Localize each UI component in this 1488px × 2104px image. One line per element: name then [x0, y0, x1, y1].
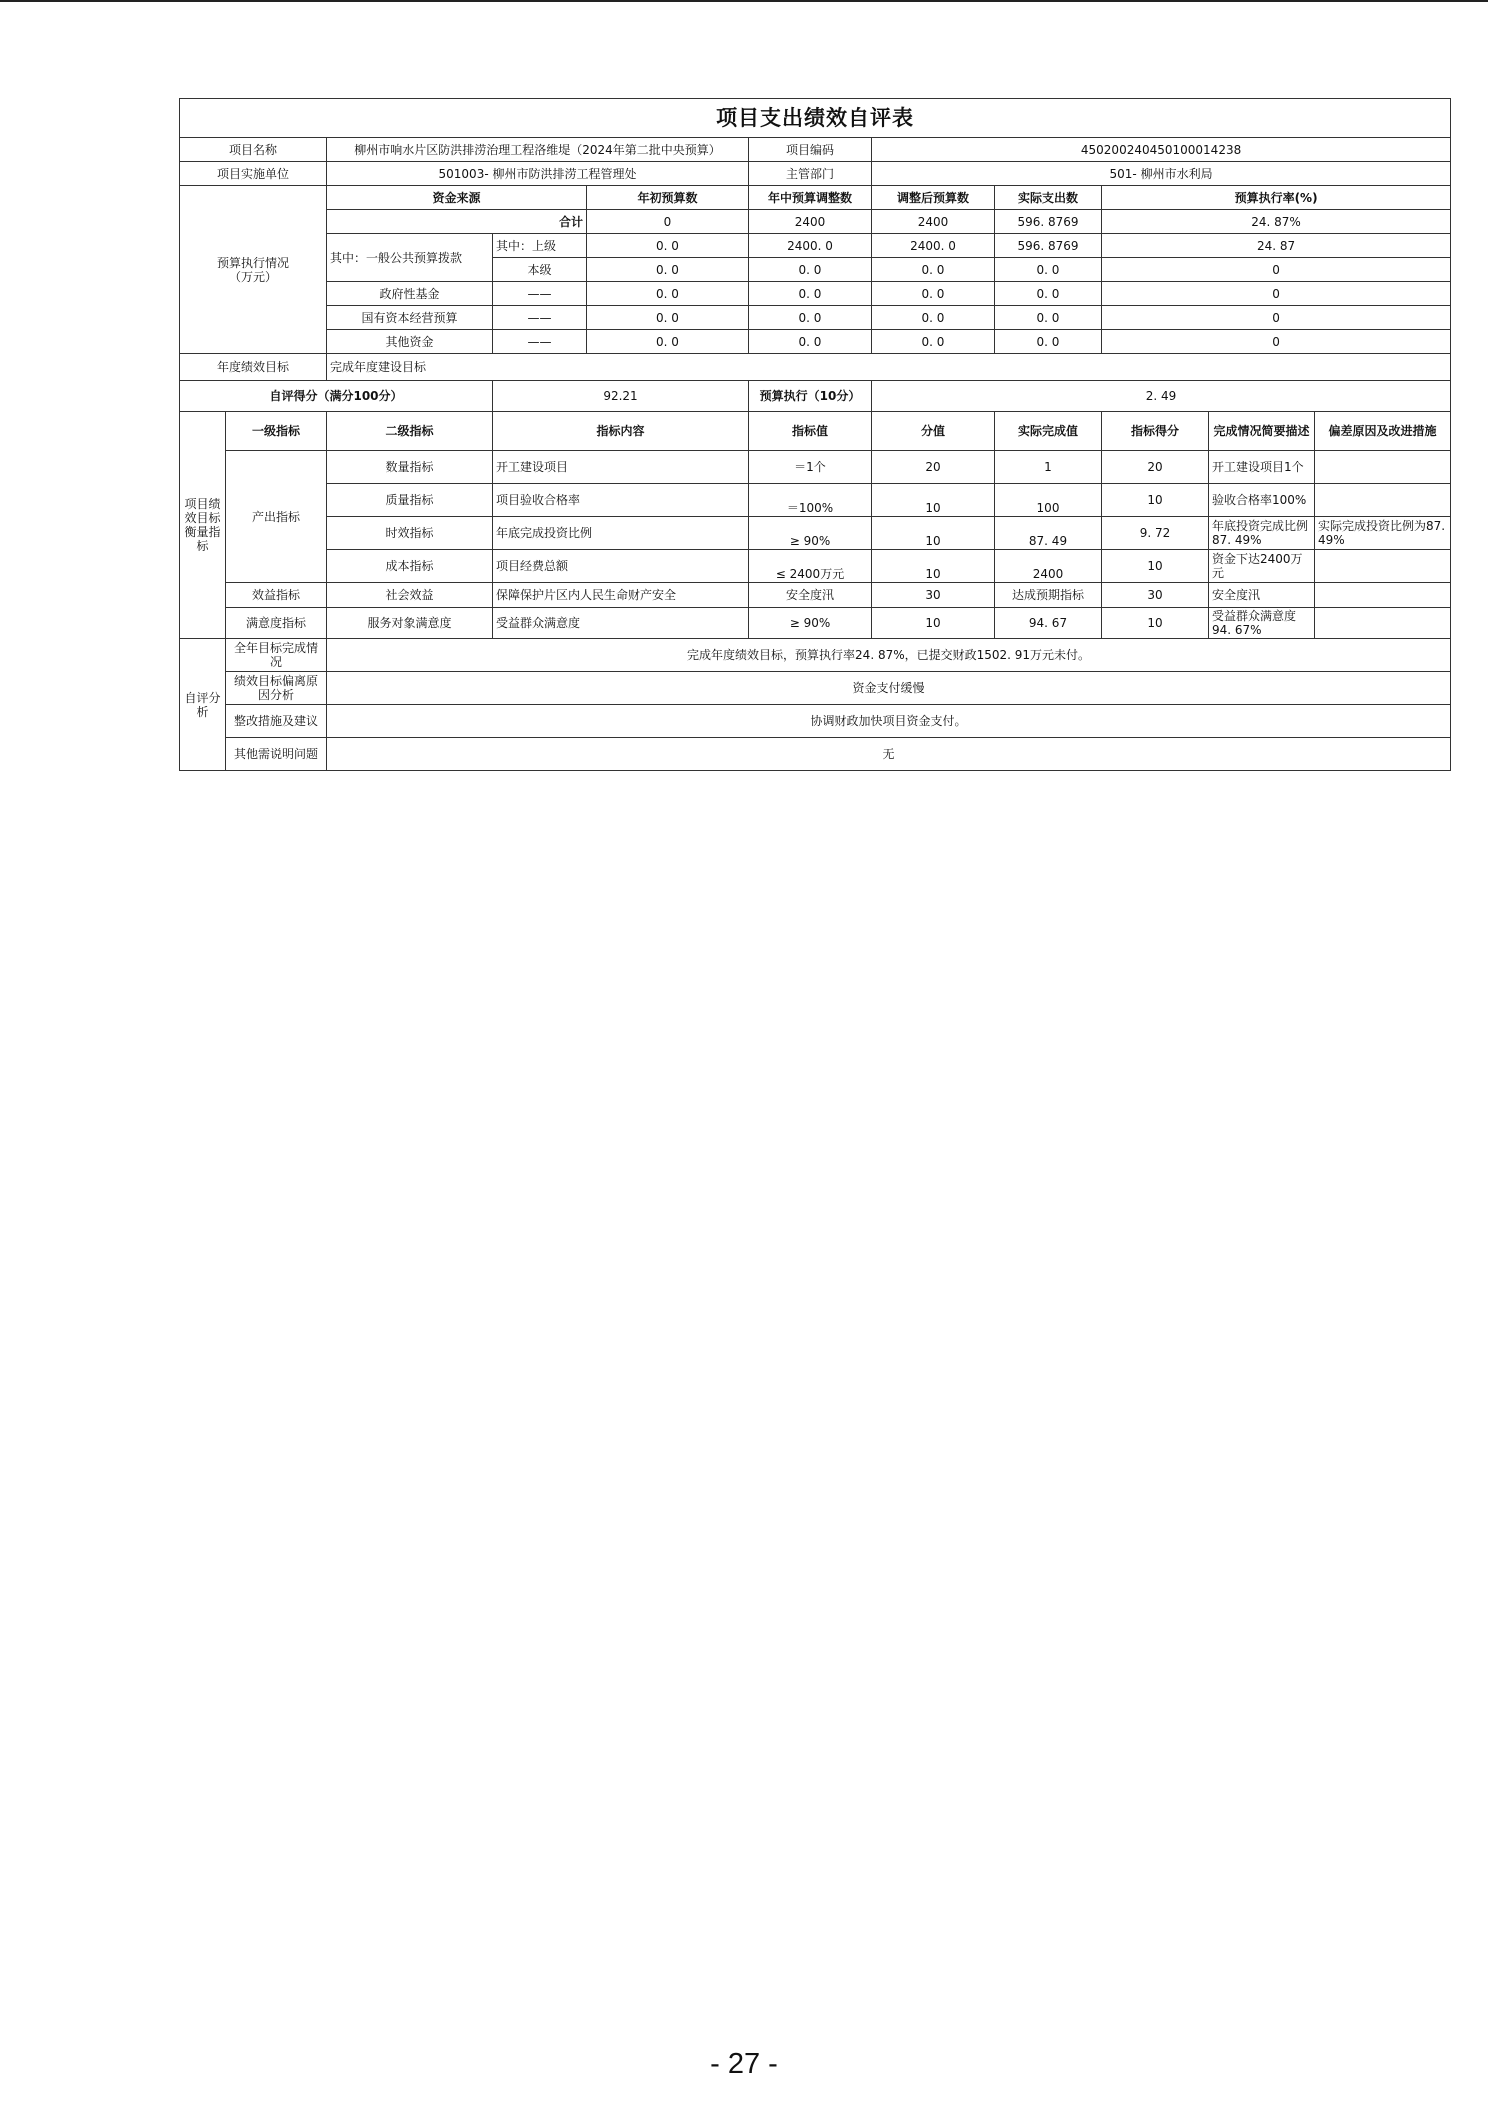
fund-actual: 0. 0 [995, 330, 1102, 354]
indicator-reason [1315, 583, 1451, 608]
analysis-label: 其他需说明问题 [226, 738, 327, 771]
impl-unit-label: 项目实施单位 [180, 162, 327, 186]
indicator-actual: 1 [995, 451, 1102, 484]
upper-label: 其中：上级 [493, 234, 587, 258]
indicator-actual: 达成预期指标 [995, 583, 1102, 608]
analysis-value: 完成年度绩效目标，预算执行率24. 87%，已提交财政1502. 91万元未付。 [327, 639, 1451, 672]
dept: 501- 柳州市水利局 [872, 162, 1451, 186]
fund-adjusted: 0. 0 [872, 282, 995, 306]
upper-adjust: 2400. 0 [749, 234, 872, 258]
table-row [180, 583, 1451, 608]
table-row [180, 234, 1451, 258]
fund-rate: 0 [1102, 282, 1451, 306]
fund-adjust: 0. 0 [749, 306, 872, 330]
indicator-desc: 受益群众满意度94. 67% [1209, 608, 1315, 639]
indicator-content: 项目经费总额 [493, 550, 749, 583]
local-rate: 0 [1102, 258, 1451, 282]
col-adjusted: 调整后预算数 [872, 186, 995, 210]
total-adjust: 2400 [749, 210, 872, 234]
indicator-desc: 资金下达2400万元 [1209, 550, 1315, 583]
budget-section-label: 预算执行情况（万元） [180, 186, 327, 354]
indicator-weight: 10 [872, 550, 995, 583]
total-adjusted: 2400 [872, 210, 995, 234]
table-row [180, 738, 1451, 771]
fund-rate: 0 [1102, 306, 1451, 330]
local-adjust: 0. 0 [749, 258, 872, 282]
indicator-target: ＝1个 [749, 451, 872, 484]
indicator-desc: 验收合格率100% [1209, 484, 1315, 517]
indicator-score: 10 [1102, 608, 1209, 639]
indicator-weight: 30 [872, 583, 995, 608]
analysis-section-label: 自评分析 [180, 639, 226, 771]
budget-exec-label: 预算执行（10分） [749, 381, 872, 412]
indicator-score: 10 [1102, 550, 1209, 583]
level2: 质量指标 [327, 484, 493, 517]
table-row [180, 639, 1451, 672]
table-row [180, 550, 1451, 583]
indicator-reason [1315, 550, 1451, 583]
indicator-content: 受益群众满意度 [493, 608, 749, 639]
table-row [180, 672, 1451, 705]
fund-actual: 0. 0 [995, 282, 1102, 306]
fund-label: 政府性基金 [327, 282, 493, 306]
indicator-actual: 94. 67 [995, 608, 1102, 639]
indicator-reason [1315, 484, 1451, 517]
upper-rate: 24. 87 [1102, 234, 1451, 258]
indicator-weight: 10 [872, 484, 995, 517]
upper-adjusted: 2400. 0 [872, 234, 995, 258]
output-label: 产出指标 [226, 451, 327, 583]
fund-label: 其他资金 [327, 330, 493, 354]
table-row [180, 484, 1451, 517]
indicator-content: 保障保护片区内人民生命财产安全 [493, 583, 749, 608]
project-code-label: 项目编码 [749, 138, 872, 162]
table-row [180, 282, 1451, 306]
table-row [180, 517, 1451, 550]
fund-adjusted: 0. 0 [872, 330, 995, 354]
table-row [180, 451, 1451, 484]
col-actual-value: 实际完成值 [995, 412, 1102, 451]
fund-actual: 0. 0 [995, 306, 1102, 330]
local-adjusted: 0. 0 [872, 258, 995, 282]
col-level2: 二级指标 [327, 412, 493, 451]
general-budget-label: 其中：一般公共预算拨款 [327, 234, 493, 282]
indicator-content: 开工建设项目 [493, 451, 749, 484]
local-label: 本级 [493, 258, 587, 282]
fund-sub: —— [493, 306, 587, 330]
indicator-actual: 87. 49 [995, 517, 1102, 550]
indicator-content: 项目验收合格率 [493, 484, 749, 517]
col-source: 资金来源 [327, 186, 587, 210]
level2: 服务对象满意度 [327, 608, 493, 639]
indicator-score: 20 [1102, 451, 1209, 484]
indicator-reason [1315, 608, 1451, 639]
local-actual: 0. 0 [995, 258, 1102, 282]
indicator-desc: 安全度汛 [1209, 583, 1315, 608]
analysis-label: 整改措施及建议 [226, 705, 327, 738]
table-row [180, 306, 1451, 330]
indicator-score: 10 [1102, 484, 1209, 517]
indicator-weight: 10 [872, 517, 995, 550]
level2: 社会效益 [327, 583, 493, 608]
fund-initial: 0. 0 [587, 306, 749, 330]
indicator-desc: 开工建设项目1个 [1209, 451, 1315, 484]
indicator-target: 安全度汛 [749, 583, 872, 608]
project-name: 柳州市响水片区防洪排涝治理工程洛维堤（2024年第二批中央预算） [327, 138, 749, 162]
level2: 时效指标 [327, 517, 493, 550]
indicator-score: 30 [1102, 583, 1209, 608]
self-score-label: 自评得分（满分100分） [180, 381, 493, 412]
indicator-actual: 100 [995, 484, 1102, 517]
indicator-weight: 20 [872, 451, 995, 484]
self-evaluation-table [179, 98, 1451, 771]
fund-sub: —— [493, 282, 587, 306]
indicator-weight: 10 [872, 608, 995, 639]
upper-initial: 0. 0 [587, 234, 749, 258]
indicator-reason: 实际完成投资比例为87. 49% [1315, 517, 1451, 550]
fund-adjusted: 0. 0 [872, 306, 995, 330]
level2: 成本指标 [327, 550, 493, 583]
indicator-target: ≥ 90% [749, 517, 872, 550]
fund-adjust: 0. 0 [749, 330, 872, 354]
col-initial: 年初预算数 [587, 186, 749, 210]
impl-unit: 501003- 柳州市防洪排涝工程管理处 [327, 162, 749, 186]
local-initial: 0. 0 [587, 258, 749, 282]
fund-adjust: 0. 0 [749, 282, 872, 306]
table-row [180, 210, 1451, 234]
table-title: 项目支出绩效自评表 [180, 99, 1451, 138]
satisfaction-level1: 满意度指标 [226, 608, 327, 639]
col-content: 指标内容 [493, 412, 749, 451]
indicator-reason [1315, 451, 1451, 484]
analysis-value: 无 [327, 738, 1451, 771]
annual-goal-value: 完成年度建设目标 [327, 354, 1451, 381]
indicator-target: ≥ 90% [749, 608, 872, 639]
indicator-target: ＝100% [749, 484, 872, 517]
col-reason: 偏差原因及改进措施 [1315, 412, 1451, 451]
analysis-value: 资金支付缓慢 [327, 672, 1451, 705]
table-row [180, 330, 1451, 354]
project-name-label: 项目名称 [180, 138, 327, 162]
indicator-section-label: 项目绩效目标衡量指标 [180, 412, 226, 639]
table-row [180, 705, 1451, 738]
benefit-level1: 效益指标 [226, 583, 327, 608]
indicator-score: 9. 72 [1102, 517, 1209, 550]
page-top-rule [0, 0, 1488, 2]
fund-initial: 0. 0 [587, 330, 749, 354]
total-initial: 0 [587, 210, 749, 234]
budget-exec-value: 2. 49 [872, 381, 1451, 412]
indicator-content: 年底完成投资比例 [493, 517, 749, 550]
col-desc: 完成情况简要描述 [1209, 412, 1315, 451]
fund-initial: 0. 0 [587, 282, 749, 306]
col-level1: 一级指标 [226, 412, 327, 451]
total-rate: 24. 87% [1102, 210, 1451, 234]
col-adjust: 年中预算调整数 [749, 186, 872, 210]
col-weight: 分值 [872, 412, 995, 451]
annual-goal-label: 年度绩效目标 [180, 354, 327, 381]
analysis-value: 协调财政加快项目资金支付。 [327, 705, 1451, 738]
indicator-desc: 年底投资完成比例87. 49% [1209, 517, 1315, 550]
project-code: 450200240450100014238 [872, 138, 1451, 162]
analysis-label: 绩效目标偏离原因分析 [226, 672, 327, 705]
upper-actual: 596. 8769 [995, 234, 1102, 258]
dept-label: 主管部门 [749, 162, 872, 186]
fund-label: 国有资本经营预算 [327, 306, 493, 330]
fund-rate: 0 [1102, 330, 1451, 354]
indicator-target: ≤ 2400万元 [749, 550, 872, 583]
indicator-actual: 2400 [995, 550, 1102, 583]
col-actual: 实际支出数 [995, 186, 1102, 210]
total-actual: 596. 8769 [995, 210, 1102, 234]
page-number: - 27 - [710, 2048, 778, 2080]
col-rate: 预算执行率(%) [1102, 186, 1451, 210]
analysis-label: 全年目标完成情况 [226, 639, 327, 672]
level2: 数量指标 [327, 451, 493, 484]
col-target: 指标值 [749, 412, 872, 451]
fund-sub: —— [493, 330, 587, 354]
table-row [180, 608, 1451, 639]
total-label: 合计 [327, 210, 587, 234]
col-score: 指标得分 [1102, 412, 1209, 451]
self-score-value: 92.21 [493, 381, 749, 412]
